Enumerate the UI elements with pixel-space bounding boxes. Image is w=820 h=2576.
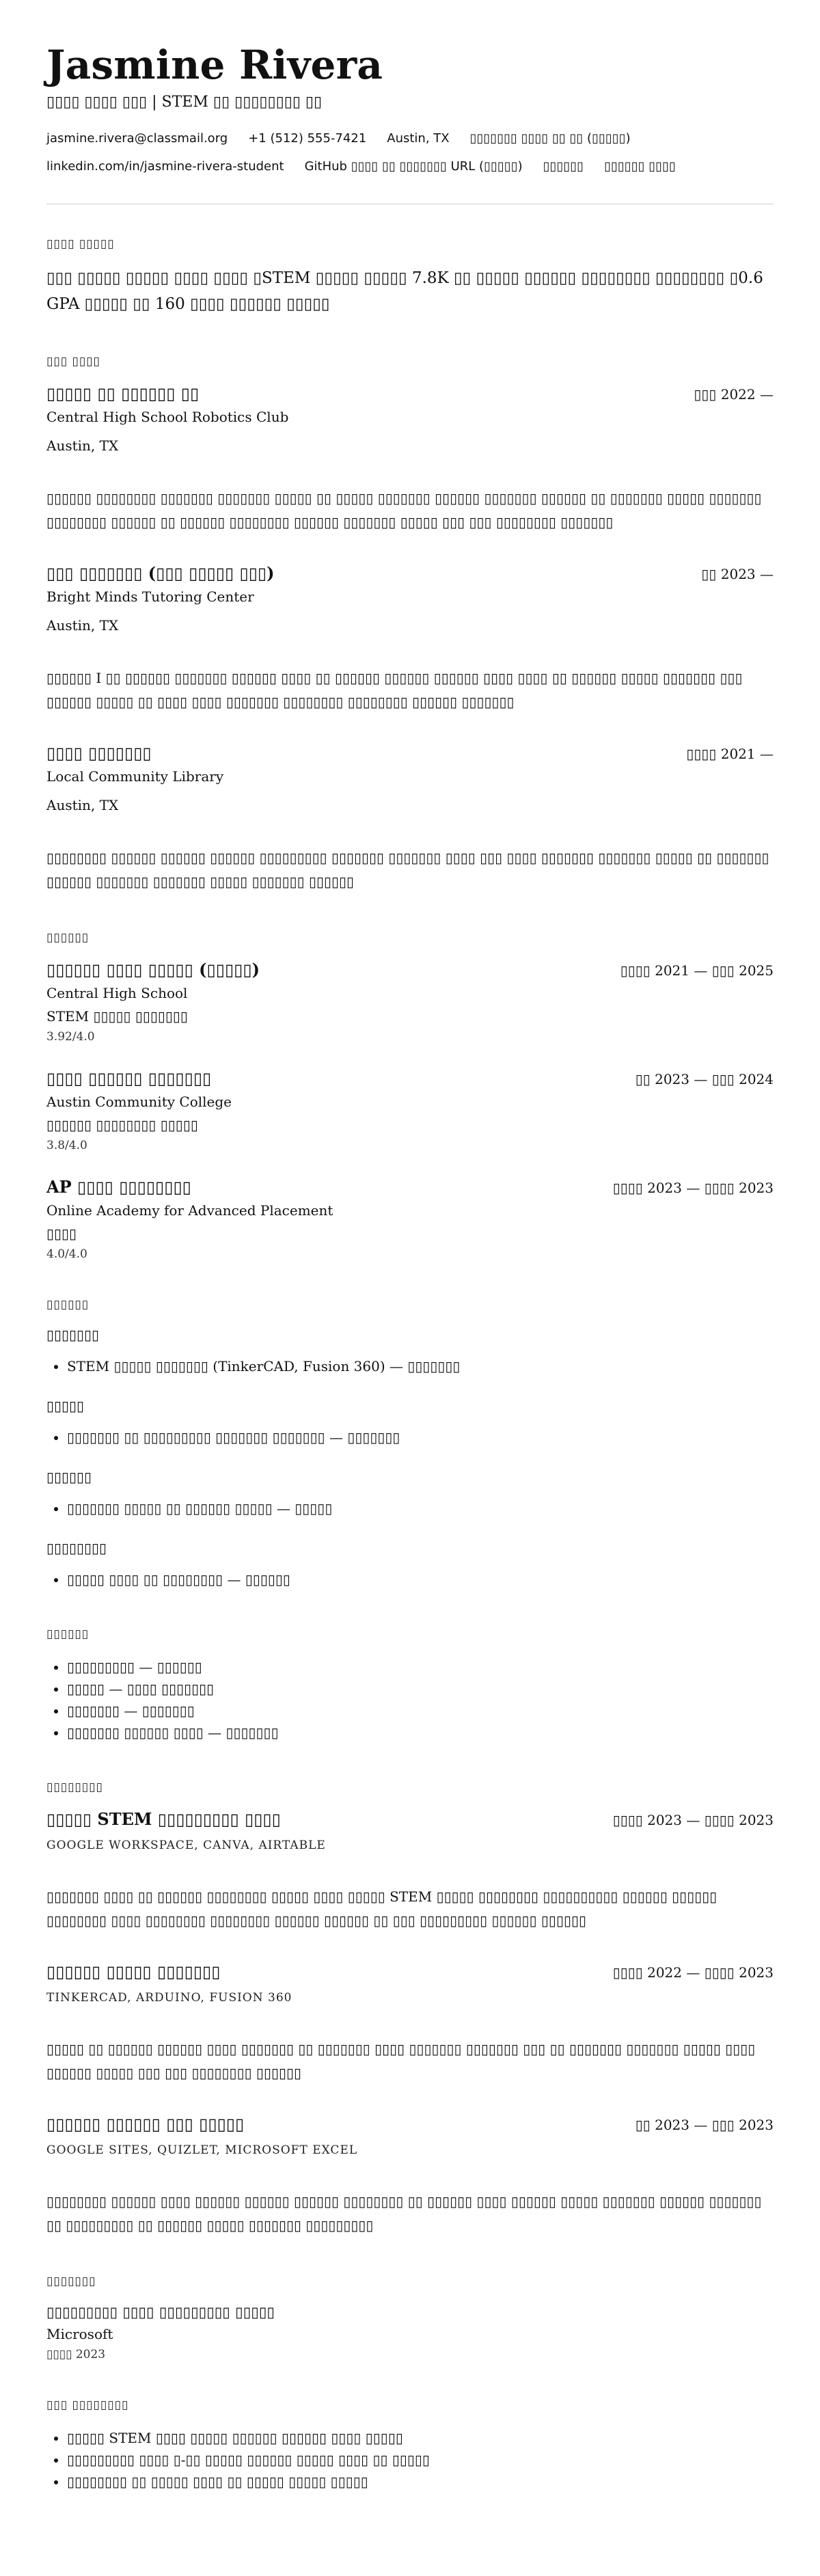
skill-category: ▯▯▯▯▯▯▯▯	[46, 1539, 107, 1556]
achievement-list	[46, 2427, 774, 2493]
entry-title: ▯▯▯▯ ▯▯▯▯▯▯▯	[46, 742, 152, 763]
entry-description: ▯▯▯▯▯▯▯ ▯▯▯▯ ▯▯ ▯▯▯▯▯▯ ▯▯▯▯▯▯▯▯ ▯▯▯▯▯ ▯▯▯▯ ▯▯▯▯▯ STEM ▯▯▯▯▯ ▯▯▯▯▯▯▯▯ ▯▯▯▯▯▯▯▯▯▯ ▯▯▯▯▯▯ ▯▯▯▯▯▯ ▯▯▯▯▯▯▯▯ ▯▯▯▯ ▯▯▯▯▯▯▯▯ ▯▯▯▯▯▯▯▯ ▯▯▯▯▯▯ ▯▯▯▯▯▯ ▯▯ ▯▯▯ ▯▯▯▯▯▯▯▯▯ ▯▯▯▯▯▯ ▯▯▯▯▯▯	[46, 1888, 718, 1929]
entry-organization: Online Academy for Advanced Placement	[46, 1202, 333, 1219]
contact-location: Austin, TX	[387, 131, 450, 146]
entry-date: ▯▯▯ 2022 —	[694, 385, 774, 403]
section-title: ▯▯▯ ▯▯▯▯	[46, 354, 100, 368]
section-title: ▯▯▯▯ ▯▯▯▯▯	[46, 236, 115, 251]
candidate-name: Jasmine Rivera	[46, 42, 383, 88]
entry-date: ▯▯▯▯ 2021 — ▯▯▯ 2025	[620, 962, 774, 979]
entry-location: Austin, TX	[46, 437, 119, 454]
certifications-section	[46, 2275, 774, 2361]
section-title: ▯▯▯▯▯▯▯	[46, 2274, 96, 2288]
language-item: • ▯▯▯▯▯▯▯▯▯ — ▯▯▯▯▯▯	[67, 1656, 774, 1678]
contact-item: ▯▯▯▯▯▯▯ ▯▯▯▯ ▯▯ ▯▯ (▯▯▯▯▯)	[469, 131, 631, 146]
summary-text: ▯▯▯ ▯▯▯▯▯ ▯▯▯▯▯ ▯▯▯▯ ▯▯▯▯ ▯STEM ▯▯▯▯▯ ▯▯▯▯▯ 7.8K ▯▯ ▯▯▯▯▯ ▯▯▯▯▯▯ ▯▯▯▯▯▯▯▯ ▯▯▯▯▯▯▯▯ ▯0.6 GPA ▯▯▯▯▯ ▯▯ 160 ▯▯▯▯ ▯▯▯▯▯▯ ▯▯▯▯▯	[46, 269, 763, 313]
entry-date: ▯▯ 2023 —	[701, 565, 774, 582]
entry-organization: Austin Community College	[46, 1093, 232, 1110]
contact-bar	[46, 131, 774, 174]
skill-category: ▯▯▯▯▯	[46, 1397, 85, 1414]
contact-phone[interactable]: +1 (512) 555-7421	[248, 131, 367, 146]
skill-list	[46, 1497, 774, 1519]
entry-description: ▯▯▯▯▯▯ ▯▯▯▯▯▯▯▯ ▯▯▯▯▯▯▯ ▯▯▯▯▯▯▯ ▯▯▯▯▯ ▯▯ ▯▯▯▯▯ ▯▯▯▯▯▯▯ ▯▯▯▯▯▯ ▯▯▯▯▯▯▯ ▯▯▯▯▯▯ ▯▯ ▯▯▯▯▯▯▯ ▯▯▯▯▯ ▯▯▯▯▯▯▯ ▯▯▯▯▯▯▯▯ ▯▯▯▯▯▯ ▯▯ ▯▯▯▯▯▯ ▯▯▯▯▯▯▯▯ ▯▯▯▯▯▯ ▯▯▯▯▯▯▯ ▯▯▯▯▯ ▯▯▯ ▯▯▯ ▯▯▯▯▯▯▯▯ ▯▯▯▯▯▯▯	[46, 489, 762, 530]
entry-title: ▯▯▯▯▯▯ ▯▯▯▯ ▯▯▯▯▯ (▯▯▯▯▯)	[46, 959, 260, 979]
entry-description: ▯▯▯▯▯▯▯▯ ▯▯▯▯▯▯ ▯▯▯▯▯▯ ▯▯▯▯▯▯ ▯▯▯▯▯▯▯▯▯ ▯▯▯▯▯▯▯ ▯▯▯▯▯▯▯ ▯▯▯▯ ▯▯▯ ▯▯▯▯ ▯▯▯▯▯▯▯ ▯▯▯▯▯▯▯ ▯▯▯▯▯ ▯▯ ▯▯▯▯▯▯▯ ▯▯▯▯▯▯ ▯▯▯▯▯▯▯ ▯▯▯▯▯▯▯ ▯▯▯▯▯ ▯▯▯▯▯▯▯ ▯▯▯▯▯▯	[46, 849, 769, 890]
entry-title: ▯▯▯▯▯ STEM ▯▯▯▯▯▯▯▯▯ ▯▯▯▯	[46, 1808, 281, 1829]
entry-date: ▯▯ 2023 — ▯▯▯ 2023	[635, 2116, 774, 2133]
languages-section	[46, 1627, 774, 1744]
entry-field: ▯▯▯▯▯▯ ▯▯▯▯▯▯▯▯ ▯▯▯▯▯	[46, 1116, 198, 1133]
entry-date: ▯▯▯▯ 2022 — ▯▯▯▯ 2023	[612, 1964, 774, 1981]
entry-description: ▯▯▯▯▯▯ I ▯▯ ▯▯▯▯▯▯ ▯▯▯▯▯▯▯ ▯▯▯▯▯▯ ▯▯▯▯ ▯▯ ▯▯▯▯▯▯ ▯▯▯▯▯▯ ▯▯▯▯▯▯ ▯▯▯▯ ▯▯▯▯ ▯▯ ▯▯▯▯▯▯ ▯▯▯▯▯ ▯▯▯▯▯▯▯ ▯▯▯ ▯▯▯▯▯▯ ▯▯▯▯▯ ▯▯ ▯▯▯▯ ▯▯▯▯ ▯▯▯▯▯▯▯ ▯▯▯▯▯▯▯▯ ▯▯▯▯▯▯▯▯ ▯▯▯▯▯▯ ▯▯▯▯▯▯▯	[46, 669, 743, 710]
project-entry	[46, 1809, 774, 1933]
entry-location: Austin, TX	[46, 796, 119, 813]
experience-entry	[46, 383, 774, 534]
entry-grade: 4.0/4.0	[46, 1247, 87, 1261]
project-entry	[46, 2114, 774, 2238]
contact-item: ▯▯▯▯▯▯ ▯▯▯▯	[604, 159, 676, 174]
skill-list	[46, 1355, 774, 1377]
achievement-item: • ▯▯▯▯▯▯▯▯ ▯▯ ▯▯▯▯▯ ▯▯▯▯ ▯▯ ▯▯▯▯▯ ▯▯▯▯▯ ▯▯▯▯▯	[67, 2471, 774, 2493]
entry-field: ▯▯▯▯	[46, 1225, 77, 1242]
skill-item: • ▯▯▯▯▯ ▯▯▯▯ ▯▯ ▯▯▯▯▯▯▯▯ — ▯▯▯▯▯▯	[67, 1569, 774, 1590]
language-item: • ▯▯▯▯▯▯▯ — ▯▯▯▯▯▯▯	[67, 1700, 774, 1722]
certification-date: ▯▯▯▯ 2023	[46, 2347, 106, 2361]
skill-item: • STEM ▯▯▯▯▯ ▯▯▯▯▯▯▯ (TinkerCAD, Fusion 360) — ▯▯▯▯▯▯▯	[67, 1355, 774, 1377]
contact-linkedin[interactable]: linkedin.com/in/jasmine-rivera-student	[46, 159, 284, 174]
language-list	[46, 1656, 774, 1744]
skill-category: ▯▯▯▯▯▯	[46, 1468, 92, 1485]
section-title: ▯▯▯ ▯▯▯▯▯▯▯▯	[46, 2398, 129, 2412]
section-title: ▯▯▯▯▯▯	[46, 930, 90, 945]
education-entry	[46, 1177, 774, 1261]
entry-title: ▯▯▯▯▯ ▯▯ ▯▯▯▯▯▯ ▯▯	[46, 383, 200, 403]
entry-organization: Local Community Library	[46, 768, 224, 785]
skill-item: • ▯▯▯▯▯▯▯ ▯▯▯▯▯ ▯▯ ▯▯▯▯▯▯ ▯▯▯▯▯ — ▯▯▯▯▯	[67, 1497, 774, 1519]
section-title: ▯▯▯▯▯▯	[46, 1297, 90, 1312]
contact-email[interactable]: jasmine.rivera@classmail.org	[46, 131, 228, 146]
entry-organization: Bright Minds Tutoring Center	[46, 588, 254, 605]
certification-title: ▯▯▯▯▯▯▯▯▯ ▯▯▯▯ ▯▯▯▯▯▯▯▯▯ ▯▯▯▯▯	[46, 2303, 275, 2320]
entry-field: STEM ▯▯▯▯▯ ▯▯▯▯▯▯▯	[46, 1007, 188, 1025]
entry-description: ▯▯▯▯▯▯▯▯ ▯▯▯▯▯▯ ▯▯▯▯ ▯▯▯▯▯▯ ▯▯▯▯▯▯ ▯▯▯▯▯▯ ▯▯▯▯▯▯▯▯ ▯▯ ▯▯▯▯▯▯ ▯▯▯▯ ▯▯▯▯▯▯ ▯▯▯▯▯ ▯▯▯▯▯▯▯ ▯▯▯▯▯▯ ▯▯▯▯▯▯▯ ▯▯ ▯▯▯▯▯▯▯▯▯ ▯▯ ▯▯▯▯▯▯ ▯▯▯▯▯ ▯▯▯▯▯▯▯ ▯▯▯▯▯▯▯▯▯	[46, 2193, 762, 2234]
candidate-headline: ▯▯▯▯ ▯▯▯▯ ▯▯▯ | STEM ▯▯ ▯▯▯▯▯▯▯▯ ▯▯	[46, 93, 323, 111]
entry-description: ▯▯▯▯▯ ▯▯ ▯▯▯▯▯▯ ▯▯▯▯▯▯ ▯▯▯▯ ▯▯▯▯▯▯▯ ▯▯ ▯▯▯▯▯▯▯ ▯▯▯▯ ▯▯▯▯▯▯▯ ▯▯▯▯▯▯▯ ▯▯▯ ▯▯ ▯▯▯▯▯▯▯ ▯▯▯▯▯▯▯ ▯▯▯▯▯ ▯▯▯▯ ▯▯▯▯▯▯ ▯▯▯▯▯ ▯▯▯ ▯▯▯ ▯▯▯▯▯▯▯▯ ▯▯▯▯▯▯	[46, 2040, 756, 2081]
education-entry	[46, 1068, 774, 1152]
entry-title: ▯▯▯▯▯▯ ▯▯▯▯▯▯ ▯▯▯ ▯▯▯▯▯	[46, 2113, 245, 2134]
entry-date: ▯▯ 2023 — ▯▯▯ 2024	[635, 1070, 774, 1087]
projects-section	[46, 1780, 774, 2238]
entry-date: ▯▯▯▯ 2023 — ▯▯▯▯ 2023	[612, 1179, 774, 1196]
skill-category: ▯▯▯▯▯▯▯	[46, 1326, 100, 1343]
skill-list	[46, 1569, 774, 1590]
achievement-item: • ▯▯▯▯▯ STEM ▯▯▯▯ ▯▯▯▯▯ ▯▯▯▯▯▯ ▯▯▯▯▯▯ ▯▯▯▯ ▯▯▯▯▯	[67, 2427, 774, 2449]
language-item: • ▯▯▯▯▯▯▯ ▯▯▯▯▯▯ ▯▯▯▯ — ▯▯▯▯▯▯▯	[67, 1722, 774, 1744]
entry-grade: 3.8/4.0	[46, 1138, 87, 1152]
experience-entry	[46, 563, 774, 714]
summary-section	[46, 237, 774, 318]
entry-organization: Central High School	[46, 984, 188, 1001]
skill-item: • ▯▯▯▯▯▯▯ ▯▯ ▯▯▯▯▯▯▯▯▯ ▯▯▯▯▯▯▯ ▯▯▯▯▯▯▯ — ▯▯▯▯▯▯▯	[67, 1426, 774, 1448]
section-title: ▯▯▯▯▯▯	[46, 1627, 90, 1641]
entry-title: ▯▯▯ ▯▯▯▯▯▯▯ (▯▯▯ ▯▯▯▯▯ ▯▯▯)	[46, 562, 275, 583]
entry-title: ▯▯▯▯ ▯▯▯▯▯▯ ▯▯▯▯▯▯▯	[46, 1068, 212, 1088]
entry-date: ▯▯▯▯ 2021 —	[686, 745, 774, 762]
education-entry	[46, 960, 774, 1044]
entry-organization: Central High School Robotics Club	[46, 408, 289, 425]
entry-location: Austin, TX	[46, 616, 119, 634]
achievement-item: • ▯▯▯▯▯▯▯▯▯ ▯▯▯▯ ▯-▯▯ ▯▯▯▯▯ ▯▯▯▯▯▯ ▯▯▯▯▯ ▯▯▯▯ ▯▯ ▯▯▯▯▯	[67, 2449, 774, 2471]
project-technologies: GOOGLE WORKSPACE, CANVA, AIRTABLE	[46, 1838, 326, 1852]
experience-section	[46, 355, 774, 894]
project-technologies: GOOGLE SITES, QUIZLET, MICROSOFT EXCEL	[46, 2143, 358, 2157]
skills-section	[46, 1298, 774, 1590]
certification-issuer: Microsoft	[46, 2325, 113, 2342]
contact-github[interactable]: GitHub ▯▯▯▯ ▯▯ ▯▯▯▯▯▯▯ URL (▯▯▯▯▯)	[304, 159, 523, 174]
skill-list	[46, 1426, 774, 1448]
entry-title: ▯▯▯▯▯▯ ▯▯▯▯▯ ▯▯▯▯▯▯▯	[46, 1961, 221, 1981]
certification-entry	[46, 2303, 774, 2361]
entry-grade: 3.92/4.0	[46, 1029, 95, 1044]
language-item: • ▯▯▯▯▯ — ▯▯▯▯ ▯▯▯▯▯▯▯	[67, 1678, 774, 1700]
project-entry	[46, 1962, 774, 2085]
section-title: ▯▯▯▯▯▯▯▯	[46, 1780, 103, 1794]
project-technologies: TINKERCAD, ARDUINO, FUSION 360	[46, 1990, 292, 2005]
education-section	[46, 931, 774, 1261]
entry-date: ▯▯▯▯ 2023 — ▯▯▯▯ 2023	[612, 1811, 774, 1828]
entry-title: AP ▯▯▯▯ ▯▯▯▯▯▯▯▯	[46, 1176, 191, 1197]
achievements-section	[46, 2398, 774, 2493]
experience-entry	[46, 743, 774, 894]
contact-item: ▯▯▯▯▯▯	[543, 159, 584, 174]
